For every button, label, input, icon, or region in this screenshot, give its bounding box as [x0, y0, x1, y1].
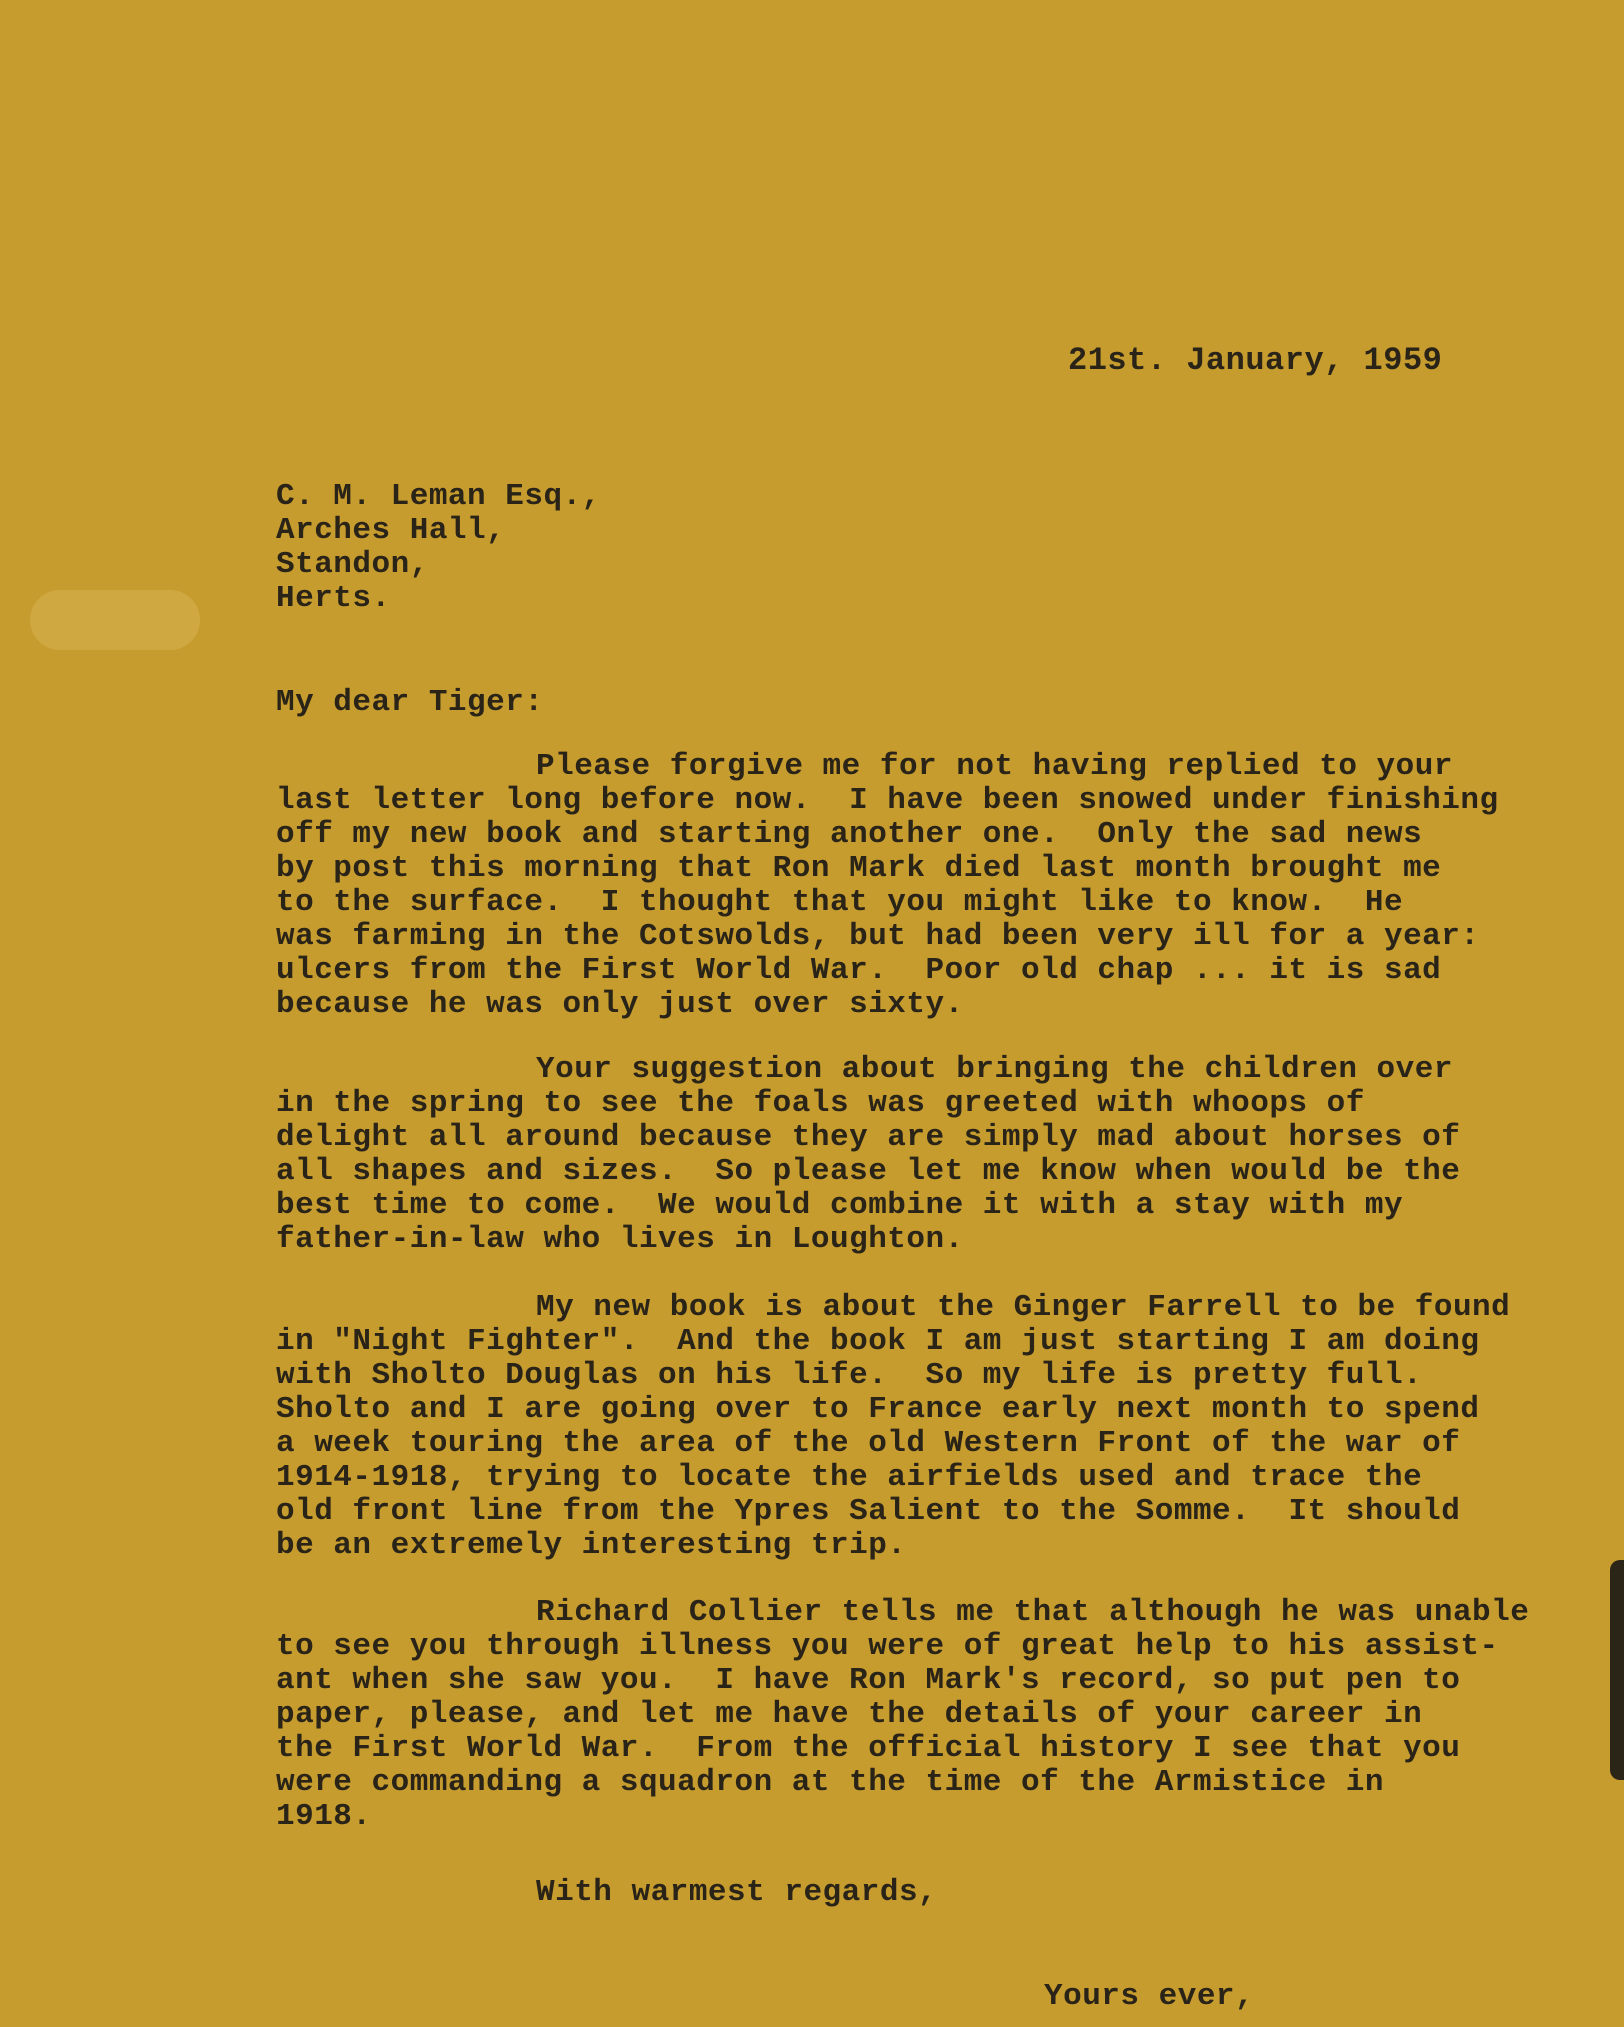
text-line: because he was only just over sixty. — [276, 987, 964, 1022]
paragraph-3 — [276, 1291, 1510, 1563]
text-line: off my new book and starting another one. Only the sad news — [276, 817, 1423, 852]
text-line: by post this morning that Ron Mark died last month brought me — [276, 851, 1442, 886]
text-line: Your suggestion about bringing the children over — [536, 1052, 1453, 1087]
paragraph-4 — [276, 1596, 1529, 1834]
text-line: to see you through illness you were of great help to his assist- — [276, 1629, 1499, 1664]
text-line: 1914-1918, trying to locate the airfields used and trace the — [276, 1460, 1423, 1495]
text-line: ulcers from the First World War. Poor old chap ... it is sad — [276, 953, 1442, 988]
paper-smudge — [30, 590, 200, 650]
paper-edge-mark — [1610, 1560, 1624, 1780]
text-line: Richard Collier tells me that although he was unable — [536, 1595, 1530, 1630]
text-line: the First World War. From the official history I see that you — [276, 1731, 1461, 1766]
text-line: paper, please, and let me have the details of your career in — [276, 1697, 1423, 1732]
address-line: C. M. Leman Esq., — [276, 479, 601, 514]
text-line: Sholto and I are going over to France early next month to spend — [276, 1392, 1480, 1427]
text-line: was farming in the Cotswolds, but had been very ill for a year: — [276, 919, 1480, 954]
text-line: in "Night Fighter". And the book I am just starting I am doing — [276, 1324, 1480, 1359]
address-line: Herts. — [276, 581, 391, 616]
text-line: Please forgive me for not having replied to your — [536, 749, 1453, 784]
text-line: were commanding a squadron at the time of the Armistice in — [276, 1765, 1384, 1800]
text-line: be an extremely interesting trip. — [276, 1528, 907, 1563]
text-line: ant when she saw you. I have Ron Mark's record, so put pen to — [276, 1663, 1461, 1698]
letter-date: 21st. January, 1959 — [1068, 342, 1443, 379]
text-line: last letter long before now. I have been snowed under finishing — [276, 783, 1499, 818]
closing: With warmest regards, — [536, 1875, 938, 1910]
text-line: in the spring to see the foals was greeted with whoops of — [276, 1086, 1365, 1121]
text-line: old front line from the Ypres Salient to the Somme. It should — [276, 1494, 1461, 1529]
paragraph-1 — [276, 750, 1499, 1022]
salutation: My dear Tiger: — [276, 685, 544, 720]
text-line: 1918. — [276, 1799, 372, 1834]
text-line: a week touring the area of the old Western Front of the war of — [276, 1426, 1461, 1461]
text-line: My new book is about the Ginger Farrell to be found — [536, 1290, 1511, 1325]
address-line: Arches Hall, — [276, 513, 506, 548]
text-line: with Sholto Douglas on his life. So my life is pretty full. — [276, 1358, 1423, 1393]
text-line: best time to come. We would combine it with a stay with my — [276, 1188, 1404, 1223]
text-line: to the surface. I thought that you might like to know. He — [276, 885, 1404, 920]
text-line: all shapes and sizes. So please let me know when would be the — [276, 1154, 1461, 1189]
text-line: father-in-law who lives in Loughton. — [276, 1222, 964, 1257]
paragraph-2 — [276, 1053, 1460, 1257]
text-line: delight all around because they are simply mad about horses of — [276, 1120, 1461, 1155]
address-line: Standon, — [276, 547, 429, 582]
signoff: Yours ever, — [1044, 1979, 1255, 2014]
recipient-address — [276, 480, 601, 616]
